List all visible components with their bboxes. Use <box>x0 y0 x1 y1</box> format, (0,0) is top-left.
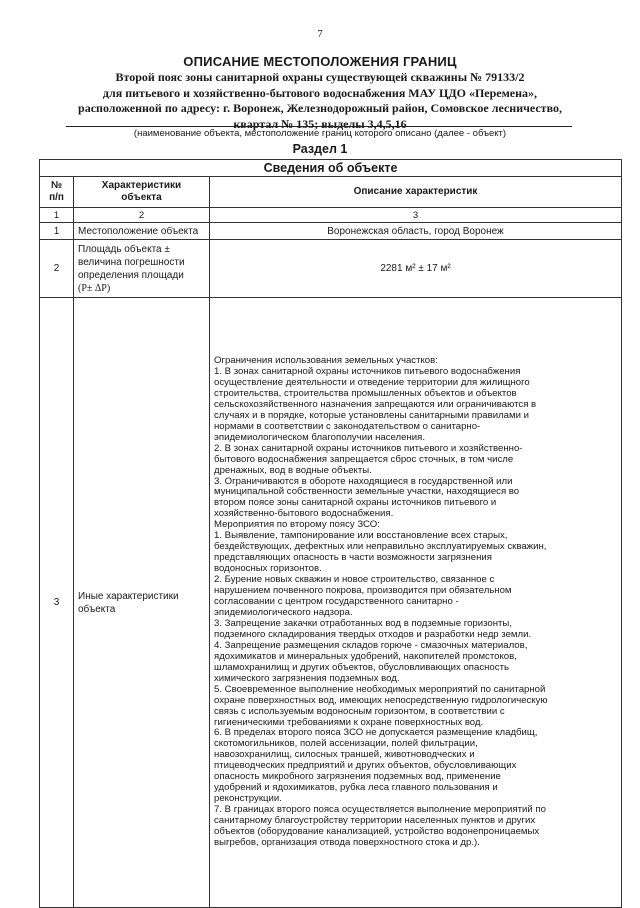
description-line: сельскохозяйственного назначения запрещаются или ограничиваются в <box>214 398 537 410</box>
table-row <box>40 240 622 298</box>
description-line: ядохимикатов и минеральных удобрений, накопителей промстоков, <box>214 650 517 662</box>
description-line: 1. В зонах санитарной охраны источников питьевого водоснабжения <box>214 366 521 377</box>
description-line: нормами в соответствии с законодательством о санитарно- <box>214 420 481 432</box>
object-name-line: для питьевого и хозяйственно-бытового водоснабжения МАУ ЦДО «Перемена», <box>102 85 538 100</box>
description-line: шламохранилищ и других объектов, обусловливающих опасность <box>214 661 509 673</box>
table-row <box>40 298 622 908</box>
description-line: осуществление деятельности и отведение территории для жилищного <box>214 376 530 388</box>
description-line: Ограничения использования земельных участков: <box>214 355 438 367</box>
row-value: 2281 м² ± 17 м² <box>210 240 622 298</box>
description-line: согласовании с центром государственного санитарно - <box>214 596 459 608</box>
object-name-block <box>50 70 590 132</box>
header-num: № п/п <box>40 177 74 208</box>
header-characteristic: Характеристики объекта <box>74 177 210 208</box>
object-name-line: Второй пояс зоны санитарной охраны существующей скважины № 79133/2 <box>115 70 525 84</box>
description-line: эпидемиологического надзора. <box>214 606 353 618</box>
description-line: подземного складирования твердых отходов и разработки недр земли. <box>214 628 532 640</box>
description-line: удобрений и ядохимикатов, рубка леса главного пользования и <box>214 782 498 794</box>
description-line: муниципальной собственности земельные участки, находящиеся во <box>214 486 520 498</box>
page-number: 7 <box>317 28 323 40</box>
description-line: химического загрязнения подземных вод. <box>214 672 400 684</box>
description-line: опасность микробного загрязнения подземных вод, применение <box>214 771 501 783</box>
section-title: Раздел 1 <box>292 142 348 156</box>
description-line: втором поясе зоны санитарной охраны источников питьевого и <box>214 497 497 509</box>
underline-rule <box>66 126 572 127</box>
description-line: 2. В зонах санитарной охраны источников питьевого и хозяйственно- <box>214 442 523 454</box>
description-line: гигиеническими требованиями к охране поверхностных вод. <box>214 716 484 728</box>
description-line: хозяйственно-бытового водоснабжения. <box>214 508 394 520</box>
description-line: выгребов, организация отвода поверхностного стока и др.). <box>214 836 480 848</box>
description-line: связь с используемым водоносным горизонтом, в соответствии с <box>214 705 505 717</box>
description-line: навозохранилищ, силосных траншей, животноводческих и <box>214 749 475 761</box>
table-row <box>40 223 622 240</box>
description-line: случаях и в порядке, которые установлены санитарными правилами и <box>214 409 529 421</box>
row-number: 2 <box>40 240 74 298</box>
description-line: охране поверхностных вод, имеющих непосредственную гидрологическую <box>214 694 548 706</box>
description-line: водоносных горизонтов. <box>214 563 322 575</box>
object-name-line: расположенной по адресу: г. Воронеж, Железнодорожный район, Сомовское лесничество, <box>78 101 562 115</box>
description-line: реконструкции. <box>214 793 282 805</box>
description-line: 1. Выявление, тампонирование или восстановление всех старых, <box>214 530 508 542</box>
description-line: 5. Своевременное выполнение необходимых мероприятий по санитарной <box>214 683 546 695</box>
object-name-note: (наименование объекта, местоположение границ которого описано (далее - объект) <box>133 128 507 139</box>
description-line: бытового водоснабжения запрещается сброс сточных, в том числе <box>214 453 514 465</box>
row-value-description <box>210 298 622 908</box>
description-line: Мероприятия по второму поясу ЗСО: <box>214 519 380 531</box>
description-line: дренажных, вод в водные объекты. <box>214 464 372 476</box>
table-caption: Сведения об объекте <box>40 160 622 177</box>
header-description: Описание характеристик <box>210 177 622 208</box>
row-value: Воронежская область, город Воронеж <box>210 223 622 240</box>
row-number: 1 <box>40 223 74 240</box>
description-line: скотомогильников, полей ассенизации, полей фильтрации, <box>214 738 478 750</box>
description-line: 3. Ограничиваются в обороте находящиеся в государственной или <box>214 475 513 487</box>
row-number: 3 <box>40 298 74 908</box>
row-label: Площадь объекта ± величина погрешности определения площади (P± ΔP) <box>74 240 210 298</box>
description-line: бездействующих, дефектных или неправильно эксплуатируемых скважин, <box>214 541 547 553</box>
description-line: 7. В границах второго пояса осуществляется выполнение мероприятий по <box>214 804 546 816</box>
description-line: птицеводческих предприятий и других объектов, обусловливающих <box>214 760 517 772</box>
object-name-line: квартал № 135; выделы 3,4,5,16 <box>233 116 407 131</box>
column-number: 3 <box>210 208 622 223</box>
row-label: Иные характеристики объекта <box>74 298 210 908</box>
description-line: объектов (оборудование канализацией, устройство водонепроницаемых <box>214 826 540 838</box>
object-info-table <box>39 159 622 908</box>
document-heading: ОПИСАНИЕ МЕСТОПОЛОЖЕНИЯ ГРАНИЦ <box>183 54 457 69</box>
description-line: 6. В пределах второго пояса ЗСО не допускается размещение кладбищ, <box>214 727 538 739</box>
description-line: 3. Запрещение закачки отработанных вод в подземные горизонты, <box>214 617 512 629</box>
description-line: эпидемиологическом благополучии населения. <box>214 431 426 443</box>
row-label: Местоположение объекта <box>74 223 210 240</box>
description-line: строительства, строительства промышленных объектов и объектов <box>214 387 517 399</box>
description-line: представляющих опасность в части возможности загрязнения <box>214 552 492 564</box>
column-number: 2 <box>74 208 210 223</box>
description-line: санитарному благоустройству территории населенных пунктов и других <box>214 815 536 827</box>
column-number: 1 <box>40 208 74 223</box>
description-line: нарушением почвенного покрова, производится при обязательном <box>214 585 512 597</box>
description-line: 2. Бурение новых скважин и новое строительство, связанное с <box>214 574 495 586</box>
description-line: 4. Запрещение размещения складов горюче - смазочных материалов, <box>214 639 528 651</box>
